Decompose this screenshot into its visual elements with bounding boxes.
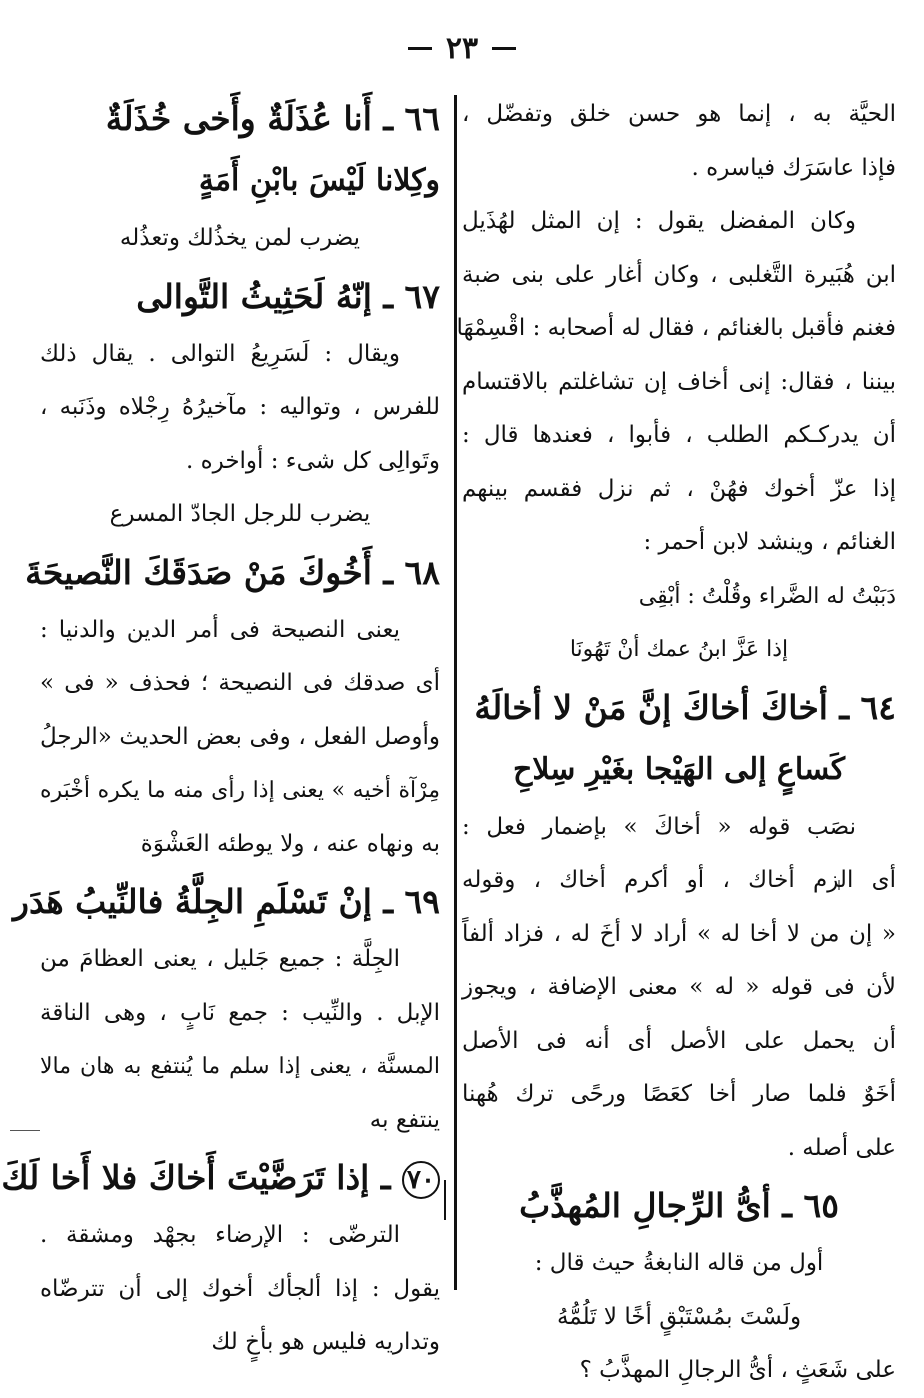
text-line: الجِلَّة : جميع جَليل ، يعنى العظامَ من bbox=[40, 946, 400, 972]
text-line: وتَوالِى كل شىء : أواخره . bbox=[185, 447, 440, 474]
text-line: وتداريه فليس هو بأخٍ لك bbox=[211, 1329, 440, 1355]
text-line: يضرب لمن يخذُلك وتعذُله bbox=[119, 225, 361, 251]
header-dash-left bbox=[408, 47, 432, 50]
text-line: يقول : إذا ألجأك أخوك إلى أن تترضّاه bbox=[40, 1275, 440, 1302]
column-divider bbox=[454, 95, 457, 1290]
text-line: الترضّى : الإرضاء بجهْد ومشقة . bbox=[40, 1222, 400, 1248]
text-line: الغنائم ، وينشد لابن أحمر : bbox=[643, 529, 896, 555]
page-number: ٢٣ bbox=[445, 30, 479, 66]
circled-number-badge: ٧٠ bbox=[402, 1161, 440, 1199]
text-line: الحيَّة به ، إنما هو حسن خلق وتفضّل ، bbox=[462, 101, 896, 127]
text-line: بيننا ، فقال: إنى أخاف إن تشاغلتم بالاقتسام bbox=[462, 368, 896, 395]
text-line: للفرس ، وتواليه : مآخيرُهُ رِجْلاه وذَنَبه ، bbox=[40, 394, 440, 420]
margin-mark bbox=[10, 1130, 40, 1131]
text-line: أخَوٌ فلما صار أخا كعَصًا ورحًى ترك هُهنا bbox=[462, 1081, 896, 1107]
text-line: وكان المفضل يقول : إن المثل لهُذَيل bbox=[462, 208, 856, 234]
text-line: به ونهاه عنه ، ولا يوطئه العَشْوَة bbox=[140, 830, 440, 857]
verse-line: على شَعَثٍ ، أىُّ الرجالِ المهذَّبُ ؟ bbox=[579, 1357, 896, 1383]
text-line: على أصله . bbox=[787, 1134, 896, 1161]
text-line: ينتفع به bbox=[369, 1106, 440, 1133]
text-line: فغنم فأقبل بالغنائم ، فقال له أصحابه : اقْسِمْهَا bbox=[456, 315, 896, 341]
text-line: أن يدركـكم الطلب ، فأبوا ، فعندها قال : bbox=[462, 422, 896, 448]
proverb-heading-65: ٦٥ ـ أىُّ الرِّجالِ المُهذَّبُ bbox=[519, 1186, 839, 1225]
text-line: المسنَّة ، يعنى إذا سلم ما يُنتفع به هان مالا bbox=[40, 1054, 440, 1079]
text-line: وأوصل الفعل ، وفى بعض الحديث «الرجلُ bbox=[40, 723, 440, 750]
text-line: أن يحمل على الأصل أى أنه فى الأصل bbox=[462, 1027, 896, 1054]
text-line: فإذا عاسَرَك فياسره . bbox=[691, 154, 896, 181]
text-line: ابن هُبَيرة التَّغلبى ، وكان أغار على بنى ضبة bbox=[462, 261, 896, 288]
verse-line: ولَسْتَ بمُسْتَبْقٍ أخًا لا تَلُمُّهُ bbox=[556, 1303, 802, 1330]
verse-line: دَبَبْتُ له الضَّراء وقُلْتُ : أبْقِى bbox=[638, 583, 896, 609]
verse-line: إذا عَزَّ ابنُ عمك أنْ تَهُونَا bbox=[569, 637, 789, 662]
right-column bbox=[456, 88, 896, 1398]
proverb-heading-64: ٦٤ ـ أخاكَ أخاكَ إنَّ مَنْ لا أخالَهُ bbox=[474, 687, 896, 727]
text-line: الإبل . والنِّيب : جمع نَابٍ ، وهى الناقة bbox=[40, 999, 440, 1026]
margin-bar bbox=[444, 1180, 446, 1220]
heading-separator: ـ bbox=[369, 1158, 402, 1197]
text-line: مِرْآة أخيه » يعنى إذا رأى منه ما يكره أخْبَره bbox=[40, 778, 440, 803]
proverb-heading-67: ٦٧ ـ إنّهُ لَحَثِيثُ التَّوالى bbox=[136, 276, 440, 316]
text-line: نصَب قوله « أخاكَ » بإضمار فعل : bbox=[462, 813, 856, 840]
proverb-verse-64: كَساعٍ إلى الهَيْجا بغَيْرِ سِلاحِ bbox=[512, 751, 846, 787]
left-column bbox=[1, 88, 440, 1370]
proverb-verse-66: وكِلانا لَيْسَ بابْنِ أَمَةٍ bbox=[198, 163, 440, 198]
text-line: يعنى النصيحة فى أمر الدين والدنيا : bbox=[40, 616, 400, 643]
proverb-heading-66: ٦٦ ـ أَنا عُذَلَةٌ وأَخى خُذَلَةٌ bbox=[105, 99, 440, 138]
text-line: لأن فى قوله « له » معنى الإضافة ، ويجوز bbox=[462, 974, 896, 1000]
header-dash-right bbox=[492, 47, 516, 50]
text-line: ويقال : لَسَرِيعُ التوالى . يقال ذلك bbox=[40, 340, 400, 367]
proverb-heading-70-text: إذا تَرَضَّيْتَ أَخاكَ فلا أَخا لَكَ bbox=[1, 1158, 370, 1197]
proverb-heading-69: ٦٩ ـ إنْ تَسْلَمِ الجِلَّةُ فالنِّيبُ هَدَر bbox=[13, 882, 440, 921]
text-line: « إن من لا أخا له » أراد لا أخَ له ، فزاد ألفاً bbox=[462, 920, 896, 947]
text-line: أى الزم أخاك ، أو أكرم أخاك ، وقوله bbox=[462, 867, 896, 893]
text-line: أول من قاله النابغةُ حيث قال : bbox=[534, 1250, 824, 1276]
page-header bbox=[0, 28, 924, 68]
text-line: يضرب للرجل الجادّ المسرع bbox=[109, 501, 371, 527]
proverb-heading-70 bbox=[1, 1147, 440, 1209]
text-line: أى صدقك فى النصيحة ؛ فحذف « فى » bbox=[40, 670, 440, 696]
proverb-heading-68: ٦٨ ـ أَخُوكَ مَنْ صَدَقَكَ النَّصيحَةَ bbox=[25, 552, 440, 592]
text-line: إذا عزّ أخوك فهُنْ ، ثم نزل فقسم بينهم bbox=[462, 475, 896, 502]
